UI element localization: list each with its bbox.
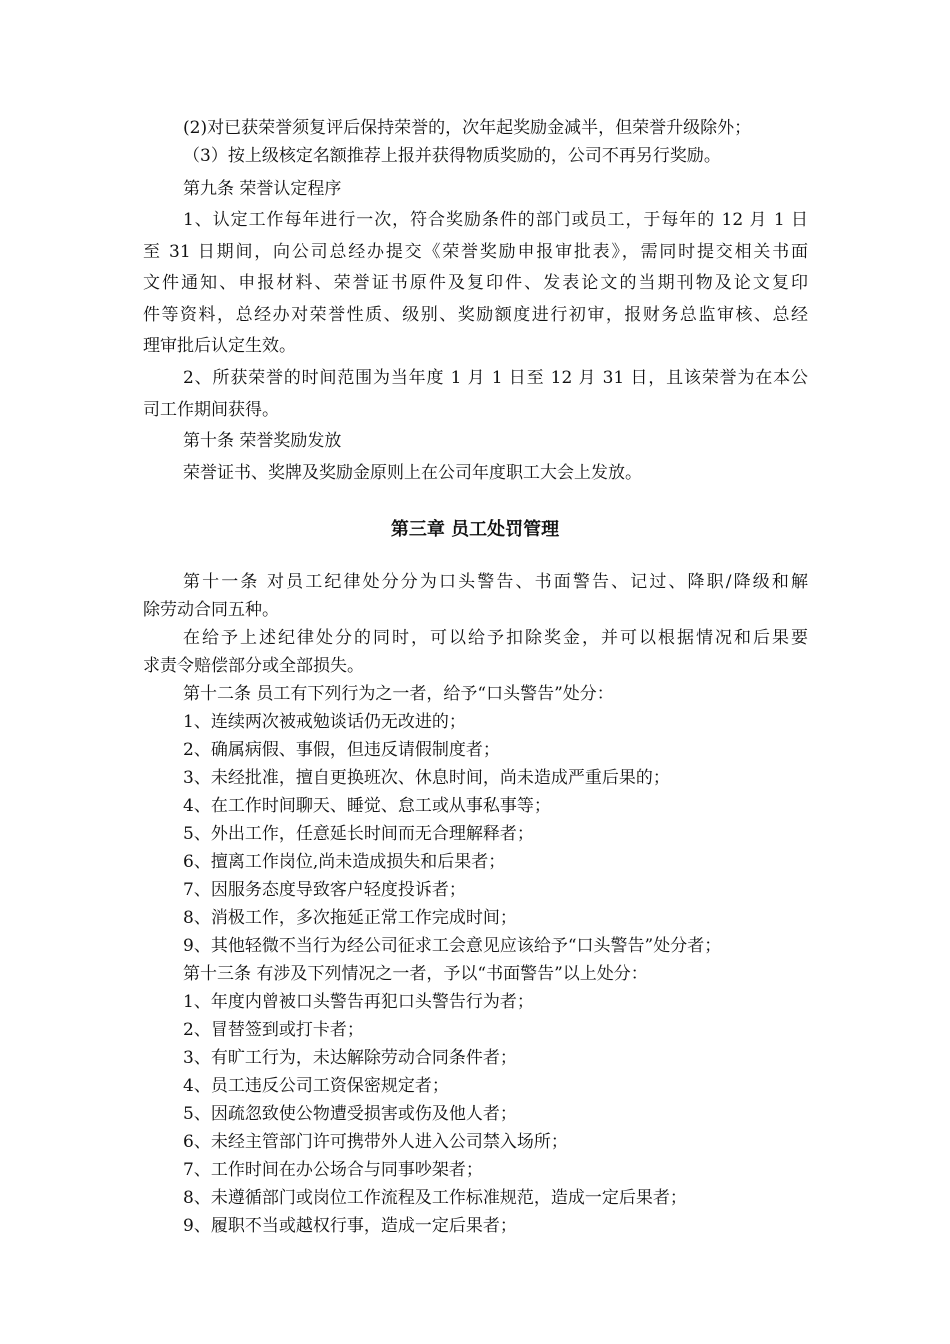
list-item: 7、因服务态度导致客户轻度投诉者；: [183, 880, 466, 900]
paragraph-line: 件等资料，总经办对荣誉性质、级别、奖励额度进行初审，报财务总监审核、总经: [143, 305, 808, 325]
paragraph-line: 至 31 日期间，向公司总经办提交《荣誉奖励申报审批表》，需同时提交相关书面: [143, 242, 808, 262]
list-item: 2、冒替签到或打卡者；: [183, 1020, 364, 1040]
paragraph-line: (2)对已获荣誉须复评后保持荣誉的，次年起奖励金减半，但荣誉升级除外；: [183, 118, 752, 138]
article-heading: 第十三条 有涉及下列情况之一者，予以“书面警告”以上处分：: [183, 964, 648, 984]
list-item: 7、工作时间在办公场合与同事吵架者；: [183, 1160, 483, 1180]
list-item: 9、履职不当或越权行事，造成一定后果者；: [183, 1216, 517, 1236]
paragraph-line: 2、所获荣誉的时间范围为当年度 1 月 1 日至 12 月 31 日，且该荣誉为在本公: [183, 368, 808, 388]
list-item: 8、未遵循部门或岗位工作流程及工作标准规范，造成一定后果者；: [183, 1188, 687, 1208]
article-heading: 第十条 荣誉奖励发放: [183, 431, 342, 451]
paragraph-line: 除劳动合同五种。: [143, 600, 279, 620]
article-heading: 第九条 荣誉认定程序: [183, 179, 342, 199]
list-item: 6、擅离工作岗位,尚未造成损失和后果者；: [183, 852, 506, 872]
article-heading: 第十二条 员工有下列行为之一者，给予“口头警告”处分：: [183, 684, 614, 704]
paragraph-line: 荣誉证书、奖牌及奖励金原则上在公司年度职工大会上发放。: [183, 463, 642, 483]
list-item: 6、未经主管部门许可携带外人进入公司禁入场所；: [183, 1132, 568, 1152]
paragraph-line: 司工作期间获得。: [143, 400, 279, 420]
paragraph-line: （3）按上级核定名额推荐上报并获得物质奖励的，公司不再另行奖励。: [183, 146, 721, 166]
paragraph-line: 求责令赔偿部分或全部损失。: [143, 656, 364, 676]
list-item: 3、有旷工行为，未达解除劳动合同条件者；: [183, 1048, 517, 1068]
list-item: 5、外出工作，任意延长时间而无合理解释者；: [183, 824, 534, 844]
list-item: 4、在工作时间聊天、睡觉、怠工或从事私事等；: [183, 796, 551, 816]
list-item: 1、年度内曾被口头警告再犯口头警告行为者；: [183, 992, 534, 1012]
list-item: 5、因疏忽致使公物遭受损害或伤及他人者；: [183, 1104, 517, 1124]
list-item: 9、其他轻微不当行为经公司征求工会意见应该给予“口头警告”处分者；: [183, 936, 722, 956]
list-item: 1、连续两次被戒勉谈话仍无改进的；: [183, 712, 466, 732]
list-item: 3、未经批准，擅自更换班次、休息时间，尚未造成严重后果的；: [183, 768, 670, 788]
paragraph-line: 文件通知、申报材料、荣誉证书原件及复印件、发表论文的当期刊物及论文复印: [143, 273, 808, 293]
list-item: 2、确属病假、事假，但违反请假制度者；: [183, 740, 500, 760]
list-item: 8、消极工作，多次拖延正常工作完成时间；: [183, 908, 517, 928]
paragraph-line: 理审批后认定生效。: [143, 336, 296, 356]
paragraph-line: 第十一条 对员工纪律处分分为口头警告、书面警告、记过、降职/降级和解: [183, 572, 808, 592]
list-item: 4、员工违反公司工资保密规定者；: [183, 1076, 449, 1096]
chapter-title: 第三章 员工处罚管理: [390, 519, 560, 540]
paragraph-line: 1、认定工作每年进行一次，符合奖励条件的部门或员工，于每年的 12 月 1 日: [183, 210, 808, 230]
paragraph-line: 在给予上述纪律处分的同时，可以给予扣除奖金，并可以根据情况和后果要: [183, 628, 808, 648]
